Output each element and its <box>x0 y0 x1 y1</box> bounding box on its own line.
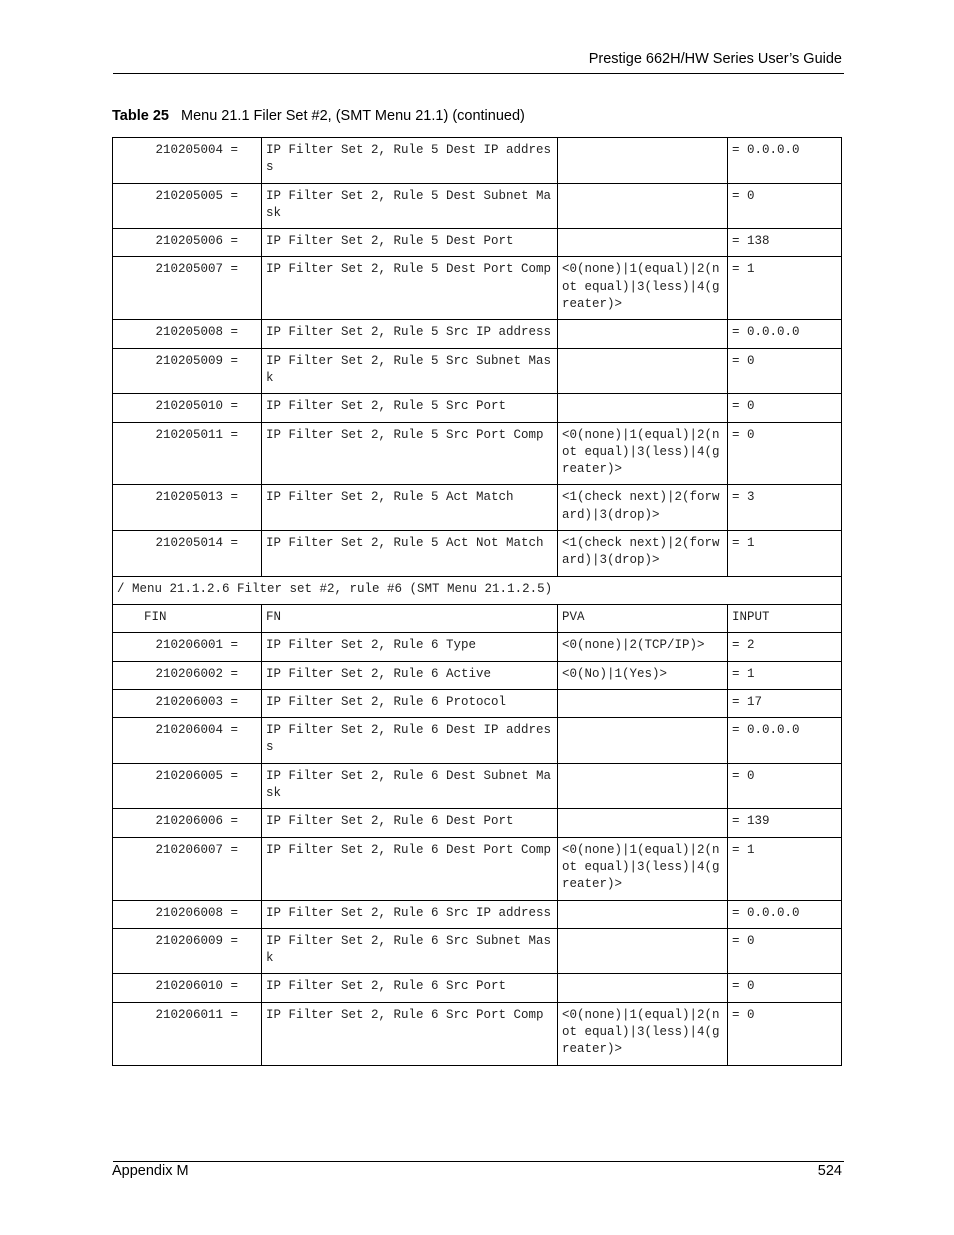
fn-cell: IP Filter Set 2, Rule 5 Dest Port Comp <box>262 257 558 320</box>
fin-cell: 210205013 = <box>113 485 262 531</box>
table-row <box>113 394 842 422</box>
table-body-rule-6 <box>113 633 842 1065</box>
input-cell: = 0.0.0.0 <box>728 900 842 928</box>
input-cell: = 139 <box>728 809 842 837</box>
fn-cell: IP Filter Set 2, Rule 6 Protocol <box>262 689 558 717</box>
pva-cell <box>558 348 728 394</box>
fin-cell: 210205005 = <box>113 183 262 229</box>
page-number: 524 <box>817 1163 842 1179</box>
fn-cell: IP Filter Set 2, Rule 5 Src Port Comp <box>262 422 558 485</box>
header-divider <box>113 73 844 74</box>
fin-cell: 210205007 = <box>113 257 262 320</box>
input-cell: = 0 <box>728 1002 842 1065</box>
pva-cell: <0(none)|1(equal)|2(not equal)|3(less)|4(greater)> <box>558 257 728 320</box>
fn-cell: IP Filter Set 2, Rule 6 Src Port Comp <box>262 1002 558 1065</box>
table-row <box>113 633 842 661</box>
filter-set-table <box>112 137 842 1066</box>
table-row <box>113 928 842 974</box>
input-cell: = 0 <box>728 763 842 809</box>
input-cell: = 0 <box>728 348 842 394</box>
pva-cell <box>558 183 728 229</box>
table-row <box>113 485 842 531</box>
pva-cell: <1(check next)|2(forward)|3(drop)> <box>558 485 728 531</box>
table-row <box>113 531 842 577</box>
table-row <box>113 718 842 764</box>
input-cell: = 17 <box>728 689 842 717</box>
fin-cell: 210206011 = <box>113 1002 262 1065</box>
table-row <box>113 809 842 837</box>
table-row <box>113 1002 842 1065</box>
fin-cell: 210206010 = <box>113 974 262 1002</box>
pva-cell: <0(none)|1(equal)|2(not equal)|3(less)|4(greater)> <box>558 422 728 485</box>
fn-cell: IP Filter Set 2, Rule 5 Dest Subnet Mask <box>262 183 558 229</box>
table-caption-text: Menu 21.1 Filer Set #2, (SMT Menu 21.1) (continued) <box>180 108 525 124</box>
fin-cell: 210206003 = <box>113 689 262 717</box>
column-header-fn: FN <box>262 604 558 632</box>
input-cell: = 0 <box>728 928 842 974</box>
input-cell: = 0 <box>728 974 842 1002</box>
section-title-row <box>113 576 842 604</box>
column-header-fin: FIN <box>113 604 262 632</box>
table-row <box>113 661 842 689</box>
fn-cell: IP Filter Set 2, Rule 5 Src IP address <box>262 320 558 348</box>
fn-cell: IP Filter Set 2, Rule 5 Src Port <box>262 394 558 422</box>
fn-cell: IP Filter Set 2, Rule 6 Active <box>262 661 558 689</box>
table-caption-label: Table 25 <box>112 108 169 124</box>
table-row <box>113 422 842 485</box>
fin-cell: 210205009 = <box>113 348 262 394</box>
fin-cell: 210205008 = <box>113 320 262 348</box>
table-row <box>113 974 842 1002</box>
fn-cell: IP Filter Set 2, Rule 6 Src Subnet Mask <box>262 928 558 974</box>
table-row <box>113 138 842 184</box>
table-caption <box>112 108 525 124</box>
fin-cell: 210206004 = <box>113 718 262 764</box>
pva-cell <box>558 689 728 717</box>
section-title: / Menu 21.1.2.6 Filter set #2, rule #6 (SMT Menu 21.1.2.5) <box>113 576 842 604</box>
input-cell: = 2 <box>728 633 842 661</box>
fin-cell: 210206001 = <box>113 633 262 661</box>
pva-cell <box>558 394 728 422</box>
fn-cell: IP Filter Set 2, Rule 6 Dest Subnet Mask <box>262 763 558 809</box>
table-row <box>113 229 842 257</box>
pva-cell <box>558 229 728 257</box>
table-body-rule-5 <box>113 138 842 577</box>
fn-cell: IP Filter Set 2, Rule 6 Dest Port <box>262 809 558 837</box>
input-cell: = 0.0.0.0 <box>728 320 842 348</box>
column-header-pva: PVA <box>558 604 728 632</box>
pva-cell: <1(check next)|2(forward)|3(drop)> <box>558 531 728 577</box>
fin-cell: 210206009 = <box>113 928 262 974</box>
fn-cell: IP Filter Set 2, Rule 6 Src IP address <box>262 900 558 928</box>
input-cell: = 1 <box>728 837 842 900</box>
fin-cell: 210205011 = <box>113 422 262 485</box>
pva-cell <box>558 718 728 764</box>
fin-cell: 210205006 = <box>113 229 262 257</box>
pva-cell <box>558 809 728 837</box>
input-cell: = 0 <box>728 422 842 485</box>
fin-cell: 210205004 = <box>113 138 262 184</box>
running-header-title: Prestige 662H/HW Series User’s Guide <box>588 51 842 67</box>
fin-cell: 210206002 = <box>113 661 262 689</box>
table-row <box>113 837 842 900</box>
input-cell: = 1 <box>728 531 842 577</box>
input-cell: = 138 <box>728 229 842 257</box>
fn-cell: IP Filter Set 2, Rule 5 Act Match <box>262 485 558 531</box>
column-header-row <box>113 604 842 632</box>
pva-cell <box>558 928 728 974</box>
fn-cell: IP Filter Set 2, Rule 5 Dest IP address <box>262 138 558 184</box>
pva-cell <box>558 138 728 184</box>
pva-cell: <0(none)|1(equal)|2(not equal)|3(less)|4(greater)> <box>558 1002 728 1065</box>
fin-cell: 210206006 = <box>113 809 262 837</box>
fn-cell: IP Filter Set 2, Rule 5 Dest Port <box>262 229 558 257</box>
input-cell: = 3 <box>728 485 842 531</box>
table-row <box>113 348 842 394</box>
table-row <box>113 320 842 348</box>
pva-cell: <0(none)|1(equal)|2(not equal)|3(less)|4(greater)> <box>558 837 728 900</box>
table-row <box>113 183 842 229</box>
column-header-input: INPUT <box>728 604 842 632</box>
input-cell: = 0.0.0.0 <box>728 138 842 184</box>
table-row <box>113 257 842 320</box>
input-cell: = 0.0.0.0 <box>728 718 842 764</box>
table-row <box>113 900 842 928</box>
fin-cell: 210205014 = <box>113 531 262 577</box>
fin-cell: 210206005 = <box>113 763 262 809</box>
pva-cell <box>558 974 728 1002</box>
pva-cell: <0(none)|2(TCP/IP)> <box>558 633 728 661</box>
input-cell: = 1 <box>728 661 842 689</box>
pva-cell <box>558 763 728 809</box>
fn-cell: IP Filter Set 2, Rule 5 Act Not Match <box>262 531 558 577</box>
footer-section-name: Appendix M <box>112 1163 189 1179</box>
fn-cell: IP Filter Set 2, Rule 6 Type <box>262 633 558 661</box>
table-row <box>113 763 842 809</box>
pva-cell <box>558 320 728 348</box>
fin-cell: 210205010 = <box>113 394 262 422</box>
fn-cell: IP Filter Set 2, Rule 6 Src Port <box>262 974 558 1002</box>
fin-cell: 210206007 = <box>113 837 262 900</box>
footer-divider <box>113 1161 844 1162</box>
input-cell: = 0 <box>728 183 842 229</box>
fin-cell: 210206008 = <box>113 900 262 928</box>
input-cell: = 0 <box>728 394 842 422</box>
table-row <box>113 689 842 717</box>
pva-cell: <0(No)|1(Yes)> <box>558 661 728 689</box>
pva-cell <box>558 900 728 928</box>
fn-cell: IP Filter Set 2, Rule 6 Dest Port Comp <box>262 837 558 900</box>
input-cell: = 1 <box>728 257 842 320</box>
fn-cell: IP Filter Set 2, Rule 6 Dest IP address <box>262 718 558 764</box>
fn-cell: IP Filter Set 2, Rule 5 Src Subnet Mask <box>262 348 558 394</box>
table-section-rule-6 <box>113 576 842 633</box>
